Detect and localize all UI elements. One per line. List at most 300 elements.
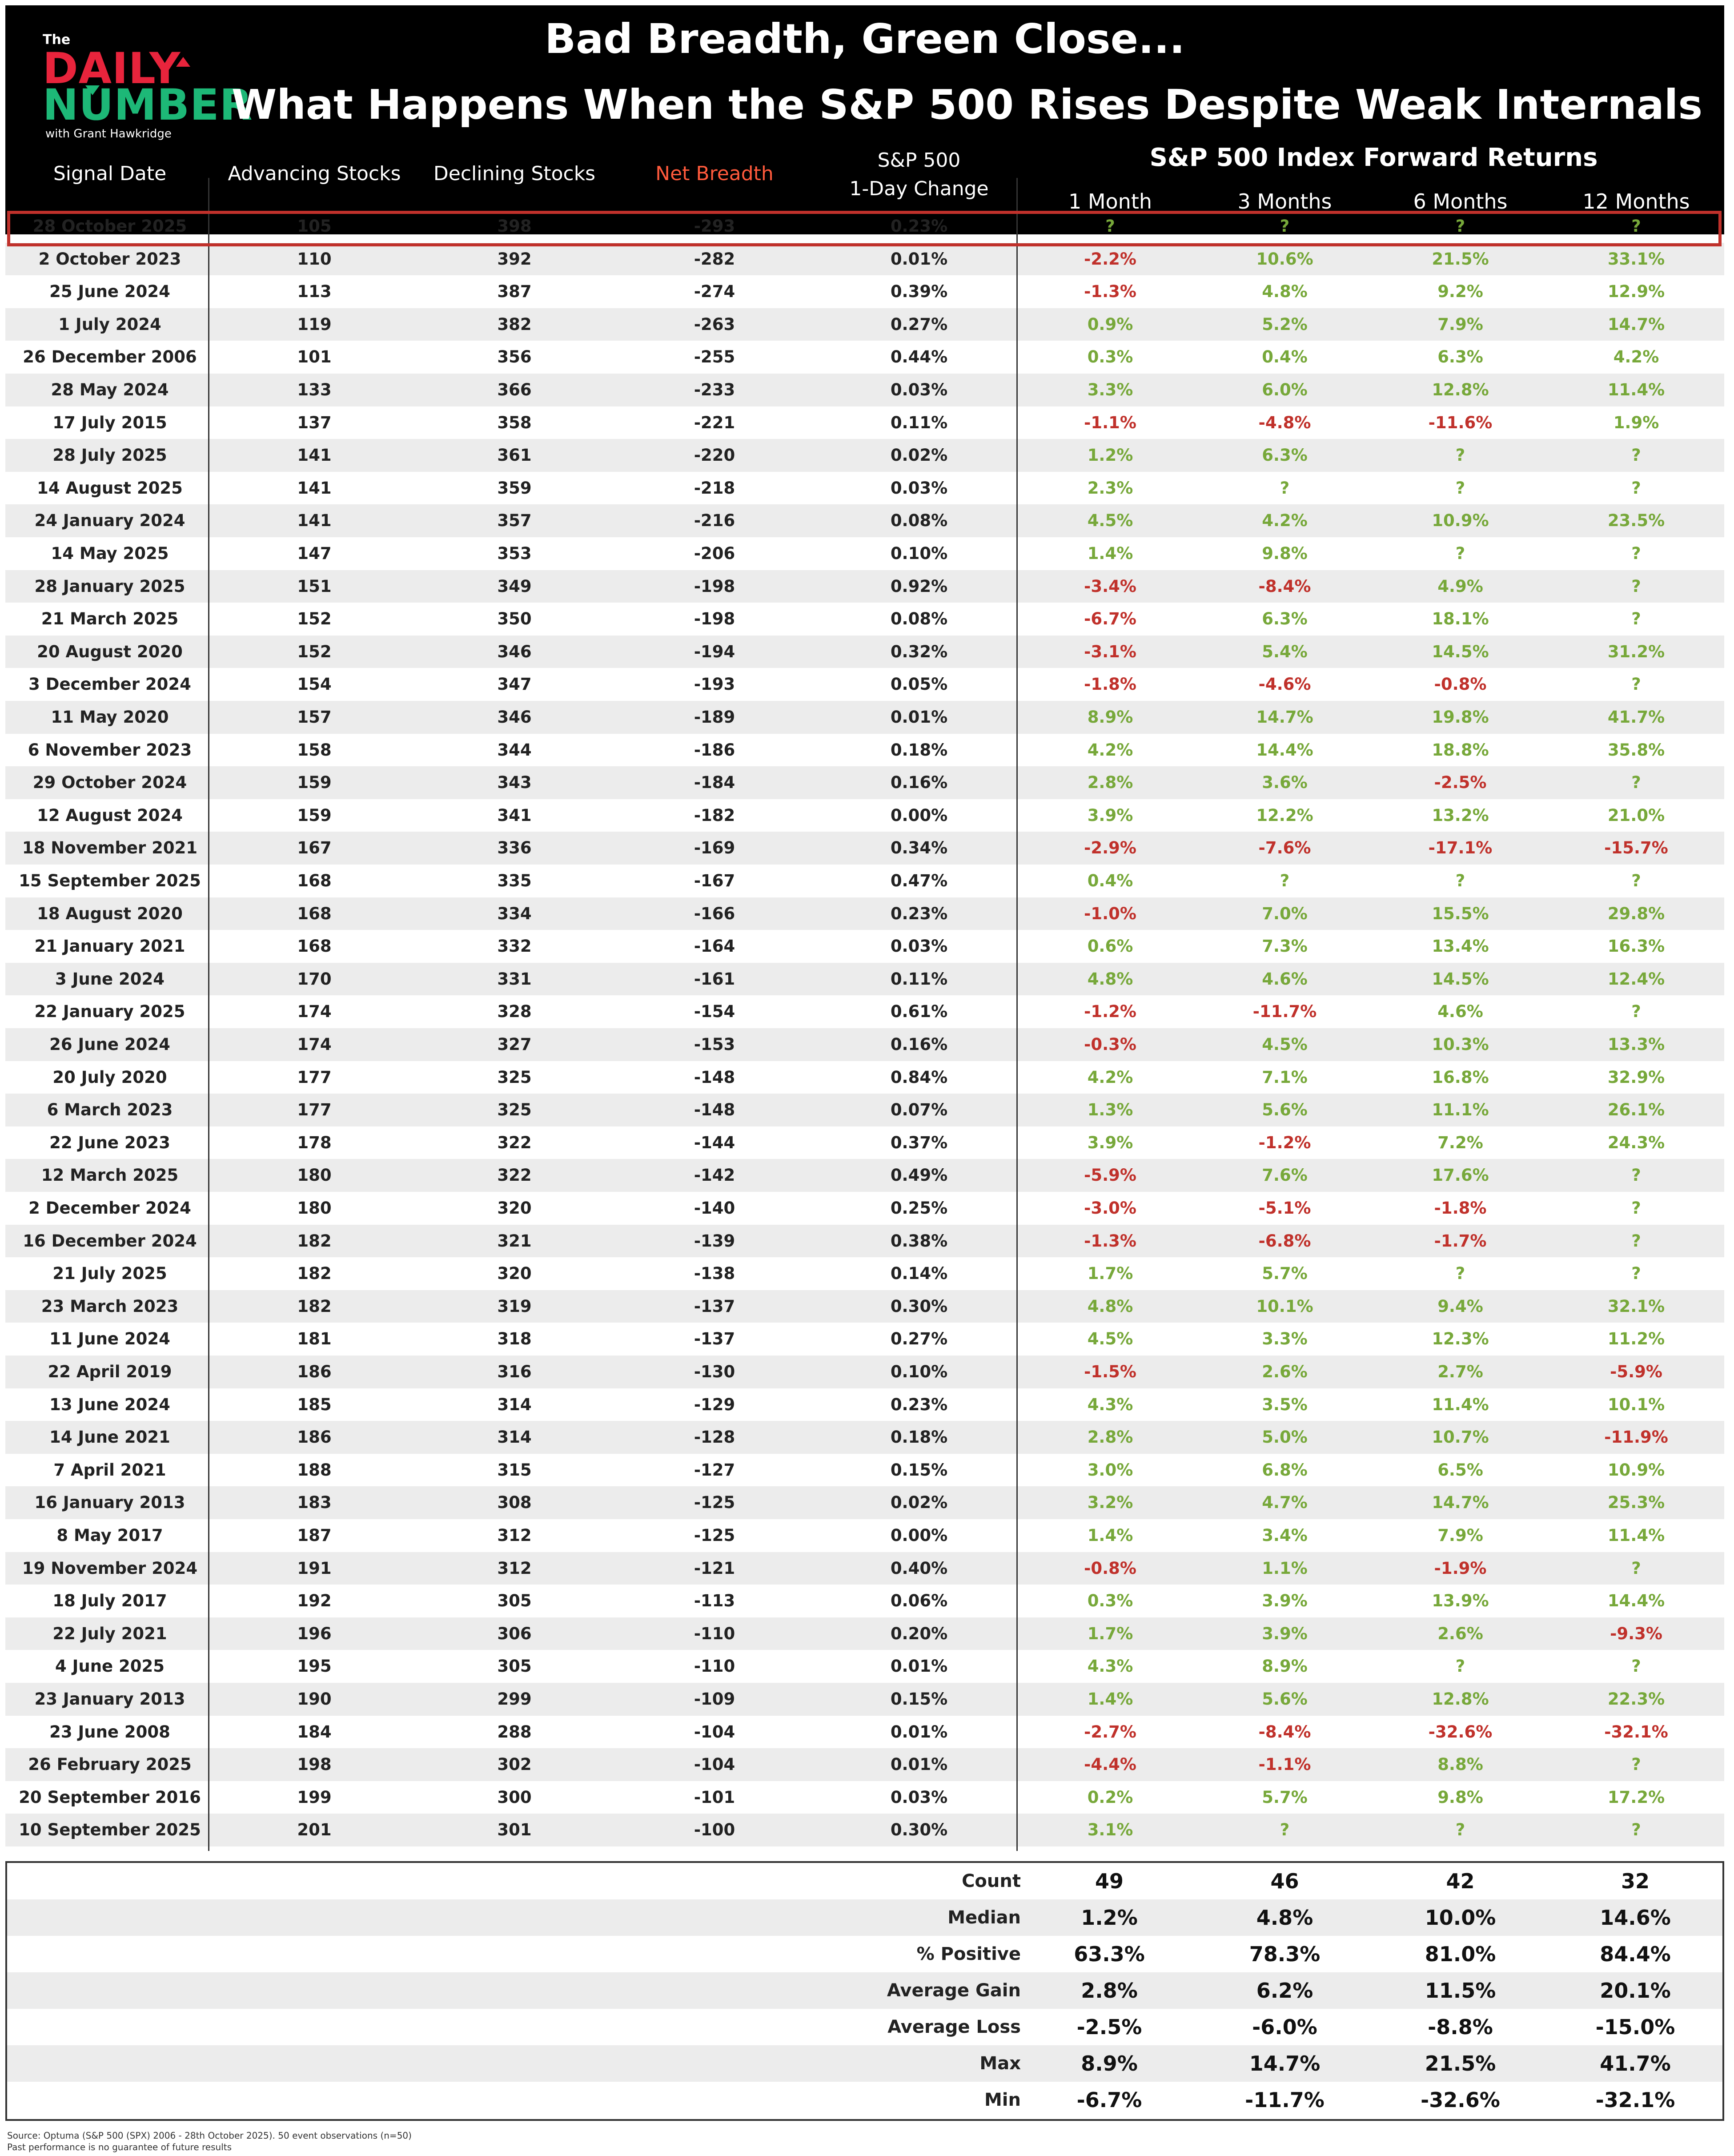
return-6m: ?: [1455, 446, 1465, 465]
table-row: [5, 1650, 1724, 1683]
signal-date: 14 August 2025: [37, 478, 183, 498]
signal-date: 14 June 2021: [49, 1428, 170, 1447]
return-1m: -1.3%: [1084, 282, 1136, 302]
stats-value: 2.8%: [1081, 1979, 1138, 2003]
return-1m: 3.9%: [1087, 805, 1133, 825]
return-1m: 3.2%: [1087, 1493, 1133, 1512]
table-row: [5, 1814, 1724, 1846]
return-1m: 1.7%: [1087, 1624, 1133, 1643]
sp500-change: 0.01%: [890, 1722, 948, 1742]
stats-label: % Positive: [916, 1944, 1021, 1964]
return-1m: 8.9%: [1087, 708, 1133, 727]
declining-count: 332: [497, 937, 532, 956]
signal-date: 16 December 2024: [23, 1231, 197, 1251]
return-6m: ?: [1455, 217, 1465, 236]
header-sp500: S&P 500: [877, 149, 961, 172]
declining-count: 322: [497, 1133, 532, 1152]
signal-date: 23 January 2013: [34, 1689, 185, 1709]
sp500-change: 0.16%: [890, 773, 948, 792]
return-3m: 10.1%: [1256, 1296, 1313, 1316]
return-3m: 12.2%: [1256, 805, 1313, 825]
table-row: [5, 1225, 1724, 1258]
return-3m: 4.8%: [1262, 282, 1308, 302]
header-banner: [5, 5, 1724, 234]
advancing-count: 159: [297, 805, 332, 825]
stats-value: -8.8%: [1428, 2015, 1493, 2039]
return-3m: -8.4%: [1258, 576, 1311, 596]
return-3m: 0.4%: [1262, 347, 1308, 367]
net-breadth: -263: [694, 314, 735, 334]
sp500-change: 0.10%: [890, 544, 948, 563]
return-3m: 5.2%: [1262, 314, 1308, 334]
return-3m: 5.6%: [1262, 1100, 1308, 1120]
return-1m: 4.3%: [1087, 1657, 1133, 1676]
net-breadth: -121: [694, 1558, 735, 1578]
sp500-change: 0.30%: [890, 1820, 948, 1840]
advancing-count: 182: [297, 1296, 332, 1316]
stats-value: 14.6%: [1600, 1906, 1671, 1930]
net-breadth: -218: [694, 478, 735, 498]
signal-date: 12 August 2024: [37, 805, 183, 825]
return-6m: 15.5%: [1432, 904, 1489, 923]
advancing-count: 183: [297, 1493, 332, 1512]
return-6m: 16.8%: [1432, 1067, 1489, 1087]
stats-row: [7, 1936, 1722, 1972]
return-3m: 14.7%: [1256, 708, 1313, 727]
return-6m: 8.8%: [1437, 1755, 1483, 1774]
declining-count: 361: [497, 446, 532, 465]
table-row: [5, 1683, 1724, 1716]
stats-label: Average Loss: [887, 2017, 1021, 2037]
declining-count: 299: [497, 1689, 532, 1709]
return-6m: 7.2%: [1437, 1133, 1483, 1152]
net-breadth: -130: [694, 1362, 735, 1381]
return-6m: 17.6%: [1432, 1166, 1489, 1185]
return-12m: ?: [1631, 544, 1641, 563]
return-3m: ?: [1280, 478, 1290, 498]
return-3m: -1.1%: [1258, 1755, 1311, 1774]
advancing-count: 151: [297, 576, 332, 596]
stats-value: 32: [1621, 1869, 1650, 1893]
return-1m: 1.4%: [1087, 1526, 1133, 1545]
declining-count: 302: [497, 1755, 532, 1774]
declining-count: 305: [497, 1591, 532, 1611]
net-breadth: -101: [694, 1787, 735, 1807]
table-row: [5, 1552, 1724, 1585]
declining-count: 288: [497, 1722, 532, 1742]
return-1m: 0.2%: [1087, 1787, 1133, 1807]
sp500-change: 0.14%: [890, 1264, 948, 1283]
return-12m: 29.8%: [1607, 904, 1665, 923]
signal-date: 20 August 2020: [37, 642, 183, 661]
net-breadth: -148: [694, 1067, 735, 1087]
page-title: Bad Breadth, Green Close...: [545, 15, 1185, 63]
return-1m: 0.9%: [1087, 314, 1133, 334]
return-3m: 4.6%: [1262, 969, 1308, 989]
table-row: [5, 243, 1724, 276]
declining-count: 344: [497, 740, 532, 760]
logo-number: NUMBER: [43, 80, 253, 130]
return-6m: 19.8%: [1432, 708, 1489, 727]
return-1m: 1.3%: [1087, 1100, 1133, 1120]
return-6m: 12.3%: [1432, 1329, 1489, 1349]
net-breadth: -153: [694, 1035, 735, 1054]
signal-date: 22 January 2025: [34, 1002, 185, 1022]
advancing-count: 113: [297, 282, 332, 302]
header-1day-change: 1-Day Change: [849, 177, 989, 200]
sp500-change: 0.44%: [890, 347, 948, 367]
return-3m: 5.0%: [1262, 1428, 1308, 1447]
declining-count: 356: [497, 347, 532, 367]
net-breadth: -129: [694, 1395, 735, 1414]
return-12m: 25.3%: [1607, 1493, 1665, 1512]
stats-value: 41.7%: [1600, 2051, 1671, 2076]
header-signal-date: Signal Date: [53, 162, 167, 185]
net-breadth: -110: [694, 1624, 735, 1643]
declining-count: 312: [497, 1526, 532, 1545]
sp500-change: 0.15%: [890, 1689, 948, 1709]
advancing-count: 168: [297, 937, 332, 956]
return-1m: 0.3%: [1087, 1591, 1133, 1611]
net-breadth: -166: [694, 904, 735, 923]
table-row: [5, 1716, 1724, 1749]
sp500-change: 0.30%: [890, 1296, 948, 1316]
net-breadth: -125: [694, 1493, 735, 1512]
declining-count: 322: [497, 1166, 532, 1185]
return-1m: 4.2%: [1087, 1067, 1133, 1087]
return-6m: ?: [1455, 544, 1465, 563]
return-6m: 7.9%: [1437, 1526, 1483, 1545]
return-1m: ?: [1105, 217, 1115, 236]
table-row: [5, 1126, 1724, 1159]
advancing-count: 190: [297, 1689, 332, 1709]
declining-count: 335: [497, 871, 532, 890]
net-breadth: -138: [694, 1264, 735, 1283]
declining-count: 327: [497, 1035, 532, 1054]
return-6m: 7.9%: [1437, 314, 1483, 334]
return-1m: -2.2%: [1084, 249, 1136, 269]
return-6m: ?: [1455, 1820, 1465, 1840]
return-3m: -4.8%: [1258, 413, 1311, 432]
return-1m: 3.1%: [1087, 1820, 1133, 1840]
net-breadth: -140: [694, 1199, 735, 1218]
return-3m: 5.7%: [1262, 1787, 1308, 1807]
return-12m: 14.7%: [1607, 314, 1665, 334]
return-3m: -11.7%: [1252, 1002, 1317, 1022]
net-breadth: -198: [694, 576, 735, 596]
signal-date: 22 June 2023: [49, 1133, 170, 1152]
signal-date: 16 January 2013: [34, 1493, 185, 1512]
table-row: [5, 668, 1724, 701]
return-6m: 21.5%: [1432, 249, 1489, 269]
return-1m: 3.9%: [1087, 1133, 1133, 1152]
net-breadth: -169: [694, 838, 735, 858]
return-12m: 4.2%: [1613, 347, 1659, 367]
signal-date: 2 December 2024: [28, 1199, 191, 1218]
return-1m: -3.0%: [1084, 1199, 1136, 1218]
declining-count: 321: [497, 1231, 532, 1251]
return-1m: -1.2%: [1084, 1002, 1136, 1022]
net-breadth: -109: [694, 1689, 735, 1709]
stats-value: -6.7%: [1076, 2088, 1142, 2112]
signal-date: 11 May 2020: [51, 708, 169, 727]
stats-value: -32.6%: [1421, 2088, 1500, 2112]
sp500-change: 0.00%: [890, 805, 948, 825]
table-row: [5, 1257, 1724, 1290]
stats-value: 81.0%: [1425, 1942, 1496, 1966]
return-3m: 6.8%: [1262, 1460, 1308, 1480]
return-6m: 6.3%: [1437, 347, 1483, 367]
return-1m: -1.0%: [1084, 904, 1136, 923]
declining-count: 350: [497, 609, 532, 629]
return-3m: 7.6%: [1262, 1166, 1308, 1185]
sp500-change: 0.15%: [890, 1460, 948, 1480]
declining-count: 336: [497, 838, 532, 858]
header-6-months: 6 Months: [1413, 189, 1508, 213]
stats-value: 1.2%: [1081, 1906, 1138, 1930]
return-3m: 9.8%: [1262, 544, 1308, 563]
table-row: [5, 1781, 1724, 1814]
sp500-change: 0.23%: [890, 1395, 948, 1414]
advancing-count: 133: [297, 380, 332, 399]
return-12m: 1.9%: [1613, 413, 1659, 432]
signal-date: 21 July 2025: [52, 1264, 167, 1283]
page-subtitle: What Happens When the S&P 500 Rises Despite Weak Internals: [231, 81, 1703, 129]
return-12m: ?: [1631, 1264, 1641, 1283]
table-row: [5, 504, 1724, 537]
return-3m: 4.5%: [1262, 1035, 1308, 1054]
return-1m: 0.6%: [1087, 937, 1133, 956]
sp500-change: 0.02%: [890, 446, 948, 465]
return-12m: -11.9%: [1604, 1428, 1668, 1447]
table-row: [5, 832, 1724, 865]
advancing-count: 152: [297, 609, 332, 629]
signal-date: 18 November 2021: [22, 838, 198, 858]
sp500-change: 0.23%: [890, 217, 948, 236]
return-6m: 18.8%: [1432, 740, 1489, 760]
return-1m: 4.8%: [1087, 1296, 1133, 1316]
signal-date: 19 November 2024: [22, 1558, 198, 1578]
net-breadth: -154: [694, 1002, 735, 1022]
advancing-count: 168: [297, 871, 332, 890]
stats-value: -15.0%: [1595, 2015, 1675, 2039]
signal-date: 24 January 2024: [34, 511, 185, 531]
stats-value: 20.1%: [1600, 1979, 1671, 2003]
declining-count: 312: [497, 1558, 532, 1578]
return-6m: 12.8%: [1432, 1689, 1489, 1709]
stats-label: Count: [962, 1871, 1021, 1891]
return-6m: 13.4%: [1432, 937, 1489, 956]
return-12m: 26.1%: [1607, 1100, 1665, 1120]
stats-value: -11.7%: [1245, 2088, 1325, 2112]
advancing-count: 185: [297, 1395, 332, 1414]
signal-date: 26 June 2024: [49, 1035, 170, 1054]
advancing-count: 178: [297, 1133, 332, 1152]
sp500-change: 0.01%: [890, 249, 948, 269]
down-arrow-icon: [85, 85, 100, 95]
stats-value: 14.7%: [1249, 2051, 1321, 2076]
stats-value: 6.2%: [1256, 1979, 1313, 2003]
advancing-count: 192: [297, 1591, 332, 1611]
return-12m: 10.9%: [1607, 1460, 1665, 1480]
signal-date: 18 August 2020: [37, 904, 183, 923]
return-6m: 2.6%: [1437, 1624, 1483, 1643]
declining-count: 349: [497, 576, 532, 596]
return-12m: ?: [1631, 609, 1641, 629]
signal-date: 21 January 2021: [34, 937, 185, 956]
declining-count: 319: [497, 1296, 532, 1316]
table-row: [5, 570, 1724, 603]
sp500-change: 0.18%: [890, 1428, 948, 1447]
return-6m: 4.6%: [1437, 1002, 1483, 1022]
signal-date: 21 March 2025: [41, 609, 179, 629]
declining-count: 315: [497, 1460, 532, 1480]
return-12m: -32.1%: [1604, 1722, 1668, 1742]
declining-count: 387: [497, 282, 532, 302]
table-row: [5, 1028, 1724, 1061]
return-3m: 7.3%: [1262, 937, 1308, 956]
advancing-count: 141: [297, 511, 332, 531]
sp500-change: 0.49%: [890, 1166, 948, 1185]
signal-date: 13 June 2024: [49, 1395, 170, 1414]
signal-date: 3 December 2024: [28, 675, 191, 694]
declining-count: 331: [497, 969, 532, 989]
advancing-count: 182: [297, 1231, 332, 1251]
stats-value: 63.3%: [1074, 1942, 1145, 1966]
net-breadth: -198: [694, 609, 735, 629]
advancing-count: 137: [297, 413, 332, 432]
return-3m: -7.6%: [1258, 838, 1311, 858]
signal-date: 26 February 2025: [28, 1755, 192, 1774]
return-3m: 6.3%: [1262, 609, 1308, 629]
net-breadth: -216: [694, 511, 735, 531]
advancing-count: 152: [297, 642, 332, 661]
return-6m: -1.8%: [1434, 1199, 1487, 1218]
return-12m: 32.9%: [1607, 1067, 1665, 1087]
signal-date: 20 September 2016: [19, 1787, 201, 1807]
return-1m: -2.9%: [1084, 838, 1136, 858]
return-12m: 10.1%: [1607, 1395, 1665, 1414]
return-1m: 1.7%: [1087, 1264, 1133, 1283]
return-6m: 10.3%: [1432, 1035, 1489, 1054]
net-breadth: -104: [694, 1722, 735, 1742]
return-3m: ?: [1280, 871, 1290, 890]
declining-count: 334: [497, 904, 532, 923]
return-3m: 14.4%: [1256, 740, 1313, 760]
advancing-count: 177: [297, 1100, 332, 1120]
latest-signal-highlight: [7, 211, 1722, 246]
signal-date: 17 July 2015: [52, 413, 167, 432]
sp500-change: 0.20%: [890, 1624, 948, 1643]
table-row: [5, 1192, 1724, 1225]
logo-the: The: [43, 32, 71, 48]
net-breadth: -139: [694, 1231, 735, 1251]
sp500-change: 0.08%: [890, 511, 948, 531]
signal-date: 23 March 2023: [41, 1296, 179, 1316]
sp500-change: 0.08%: [890, 609, 948, 629]
table-row: [5, 537, 1724, 570]
declining-count: 300: [497, 1787, 532, 1807]
return-6m: 6.5%: [1437, 1460, 1483, 1480]
advancing-count: 195: [297, 1657, 332, 1676]
return-1m: -1.1%: [1084, 413, 1136, 432]
return-3m: -1.2%: [1258, 1133, 1311, 1152]
return-6m: -1.7%: [1434, 1231, 1487, 1251]
table-row: [5, 1356, 1724, 1388]
table-row: [5, 1388, 1724, 1421]
return-3m: 1.1%: [1262, 1558, 1308, 1578]
return-12m: 12.9%: [1607, 282, 1665, 302]
net-breadth: -144: [694, 1133, 735, 1152]
table-row: [5, 406, 1724, 439]
declining-count: 314: [497, 1428, 532, 1447]
return-3m: ?: [1280, 1820, 1290, 1840]
stats-row: [7, 2082, 1722, 2118]
net-breadth: -113: [694, 1591, 735, 1611]
return-1m: 0.3%: [1087, 347, 1133, 367]
sp500-change: 0.23%: [890, 904, 948, 923]
return-12m: 35.8%: [1607, 740, 1665, 760]
return-6m: 11.1%: [1432, 1100, 1489, 1120]
net-breadth: -282: [694, 249, 735, 269]
signal-date: 7 April 2021: [53, 1460, 166, 1480]
signal-date: 20 July 2020: [52, 1067, 167, 1087]
return-12m: ?: [1631, 871, 1641, 890]
net-breadth: -127: [694, 1460, 735, 1480]
stats-row: [7, 2009, 1722, 2045]
declining-count: 382: [497, 314, 532, 334]
table-row: [5, 1617, 1724, 1650]
return-12m: ?: [1631, 446, 1641, 465]
declining-count: 341: [497, 805, 532, 825]
return-3m: 4.2%: [1262, 511, 1308, 531]
stats-row: [7, 1899, 1722, 1936]
return-1m: 4.3%: [1087, 1395, 1133, 1414]
return-3m: 3.5%: [1262, 1395, 1308, 1414]
signal-date: 6 March 2023: [47, 1100, 173, 1120]
sp500-change: 0.11%: [890, 969, 948, 989]
advancing-count: 180: [297, 1166, 332, 1185]
sp500-change: 0.07%: [890, 1100, 948, 1120]
return-6m: 2.7%: [1437, 1362, 1483, 1381]
declining-count: 343: [497, 773, 532, 792]
table-row: [5, 963, 1724, 996]
return-12m: ?: [1631, 478, 1641, 498]
table-row: [5, 1748, 1724, 1781]
return-12m: ?: [1631, 1166, 1641, 1185]
advancing-count: 199: [297, 1787, 332, 1807]
return-1m: -5.9%: [1084, 1166, 1136, 1185]
signal-date: 1 July 2024: [58, 314, 161, 334]
declining-count: 325: [497, 1067, 532, 1087]
declining-count: 359: [497, 478, 532, 498]
return-1m: 3.0%: [1087, 1460, 1133, 1480]
return-12m: 14.4%: [1607, 1591, 1665, 1611]
return-1m: 1.4%: [1087, 1689, 1133, 1709]
net-breadth: -125: [694, 1526, 735, 1545]
return-6m: 13.2%: [1432, 805, 1489, 825]
signal-date: 22 July 2021: [52, 1624, 167, 1643]
return-3m: 5.4%: [1262, 642, 1308, 661]
table-row: [5, 1159, 1724, 1192]
signal-date: 10 September 2025: [19, 1820, 201, 1840]
sp500-change: 0.02%: [890, 1493, 948, 1512]
net-breadth: -189: [694, 708, 735, 727]
declining-count: 392: [497, 249, 532, 269]
net-breadth: -137: [694, 1329, 735, 1349]
net-breadth: -184: [694, 773, 735, 792]
stats-value: 10.0%: [1425, 1906, 1496, 1930]
